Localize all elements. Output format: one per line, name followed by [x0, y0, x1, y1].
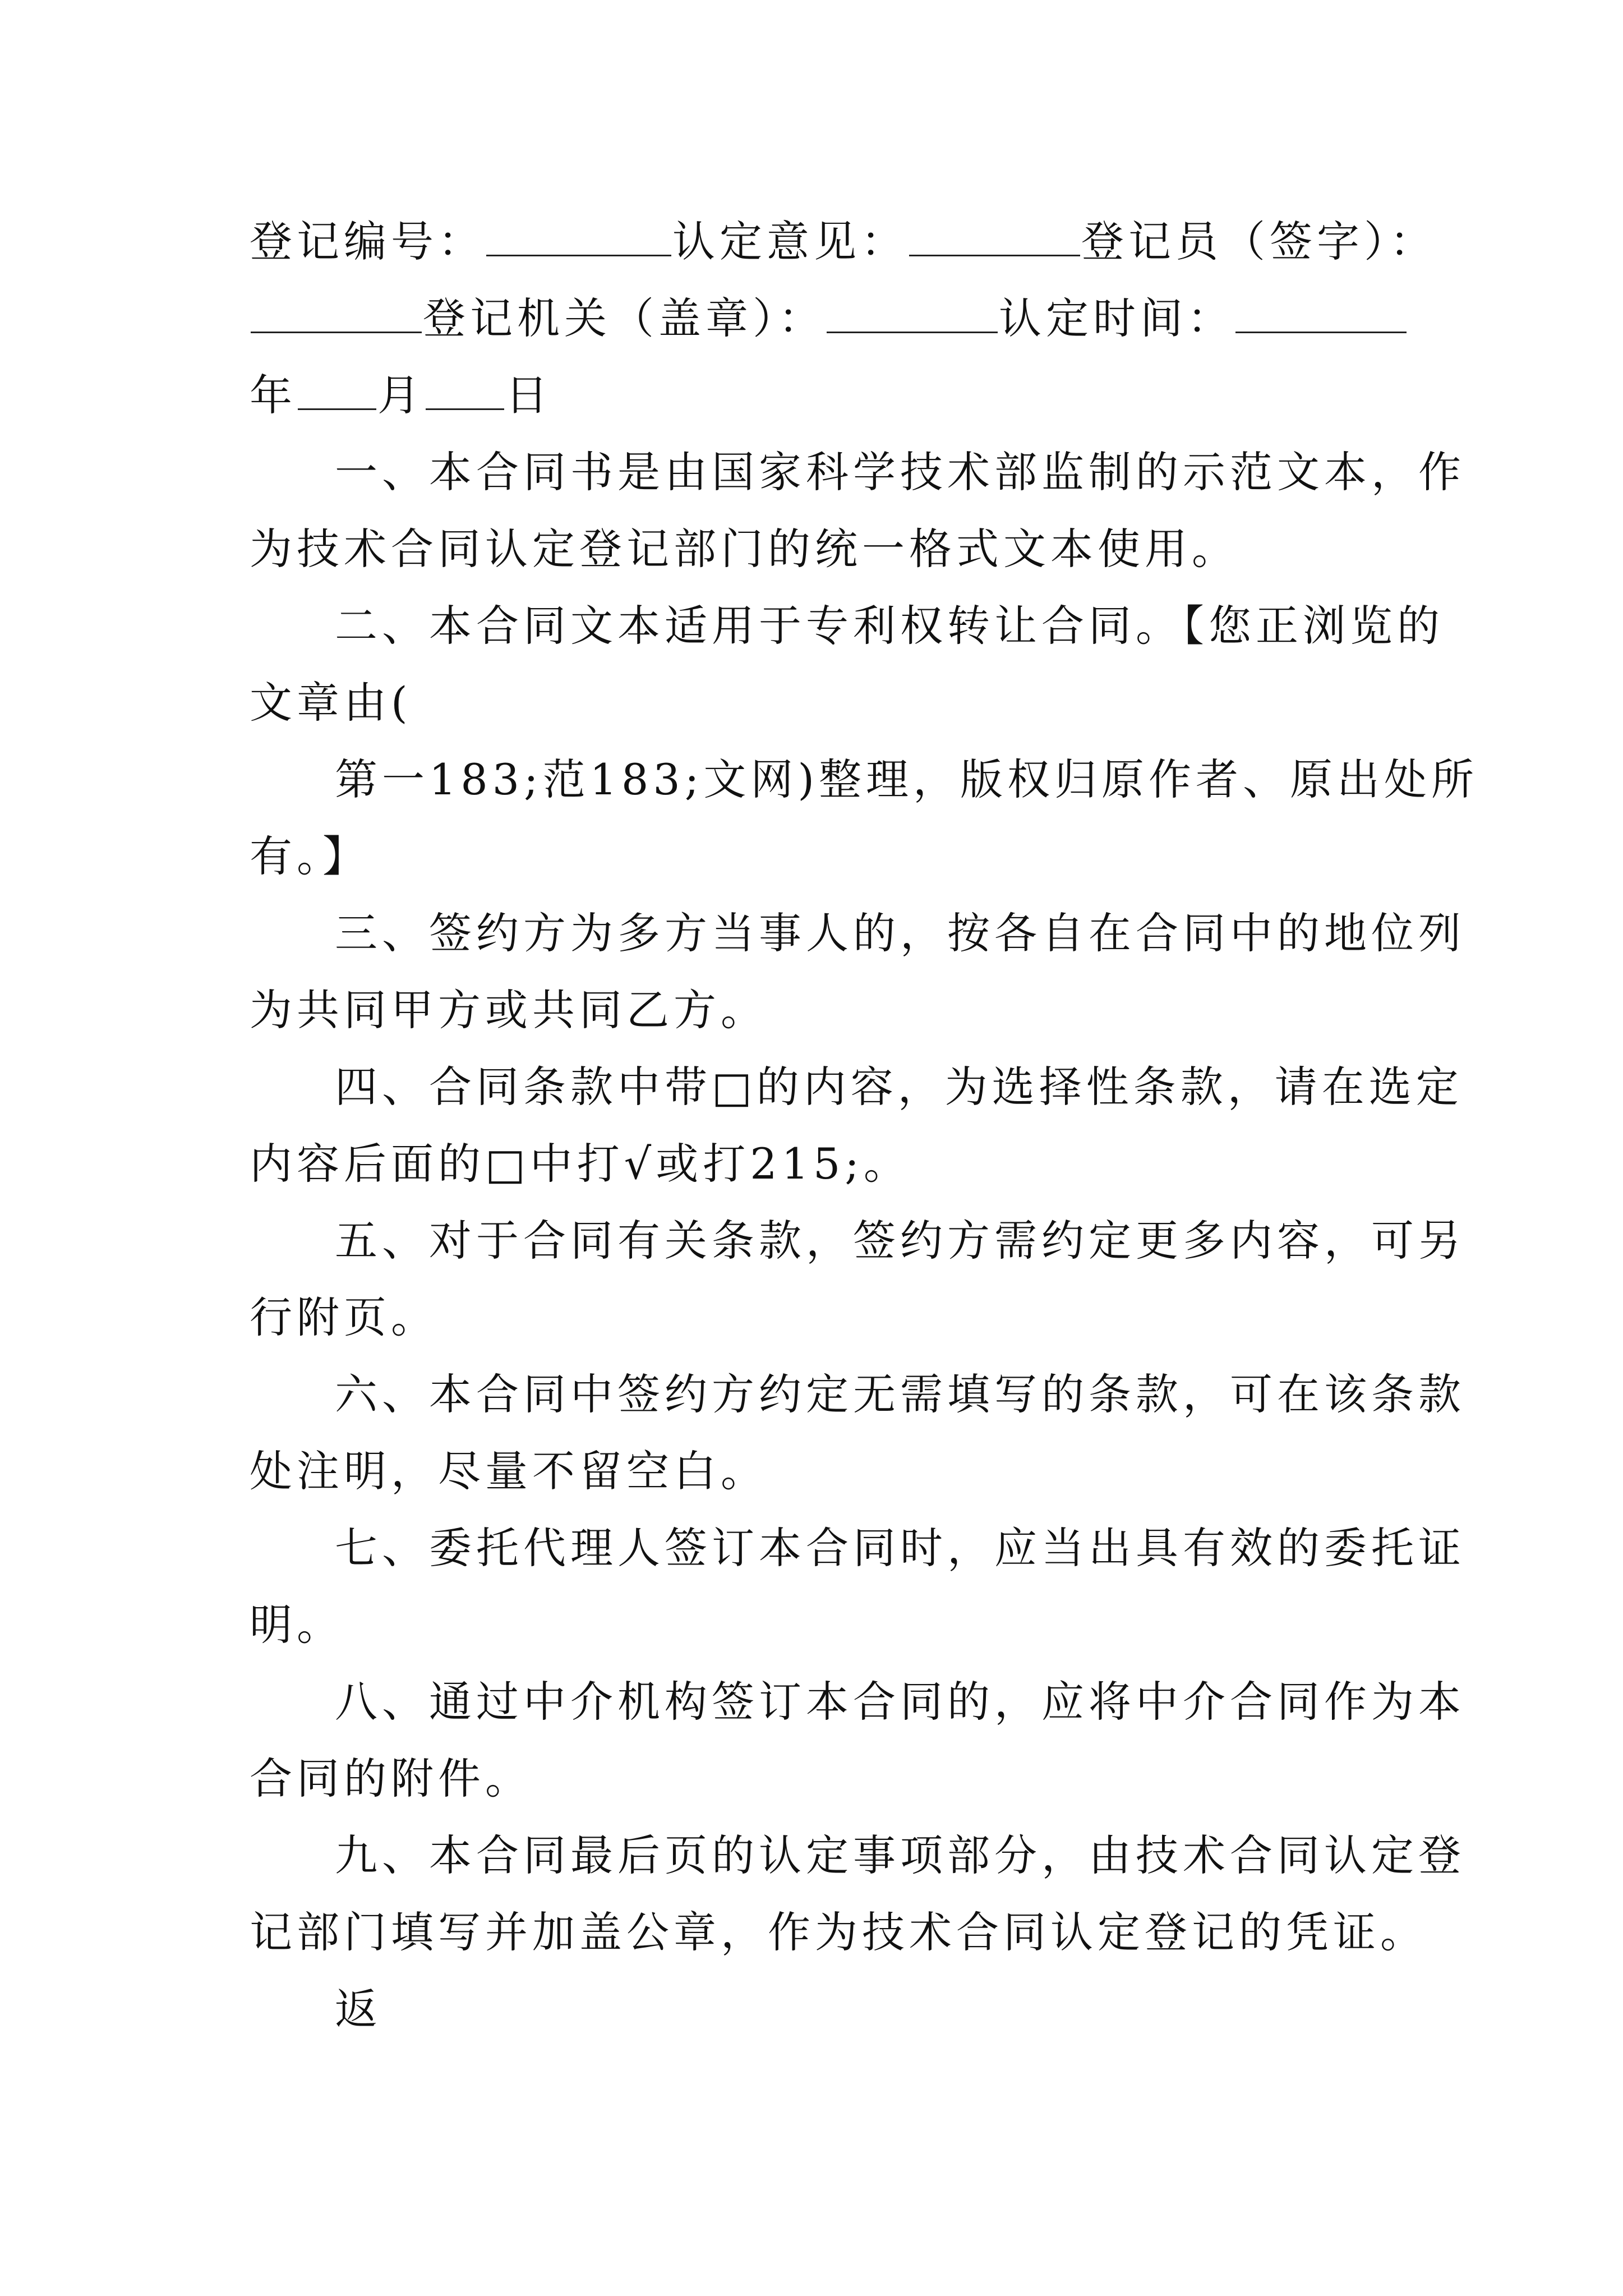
day-field[interactable] [426, 403, 504, 410]
note-10-line-2: 记部门填写并加盖公章，作为技术合同认定登记的凭证。 [250, 1907, 1427, 1957]
note-4-line-1: 三、签约方为多方当事人的，按各自在合同中的地位列 [335, 908, 1465, 958]
document-body [250, 203, 1478, 2047]
note-3-line-1: 第一183;范183;文网)整理，版权归原作者、原出处所 [335, 754, 1478, 804]
opinion-label: 认定意见： [672, 217, 908, 266]
month-label: 月 [377, 370, 425, 420]
authority-label: 登记机关（盖章）： [423, 293, 826, 343]
day-label: 日 [505, 370, 552, 420]
registrar-signature-field[interactable] [251, 326, 422, 333]
registration-line-2 [250, 280, 1382, 357]
note-7-line-1: 六、本合同中签约方约定无需填写的条款，可在该条款 [335, 1369, 1465, 1419]
registration-line-3 [250, 357, 1382, 434]
note-6-line-1: 五、对于合同有关条款，签约方需约定更多内容，可另 [335, 1216, 1465, 1266]
note-1-line-1: 一、本合同书是由国家科学技术部监制的示范文本，作 [335, 447, 1465, 497]
note-5-line-2: 内容后面的□中打√或打215;。 [250, 1139, 911, 1189]
note-8-line-2: 明。 [250, 1600, 344, 1650]
note-4-line-2: 为共同甲方或共同乙方。 [250, 985, 768, 1035]
note-6-line-2: 行附页。 [250, 1292, 438, 1342]
note-2-line-1: 二、本合同文本适用于专利权转让合同。【您正浏览的 [335, 601, 1444, 651]
note-2-line-2: 文章由( [250, 678, 412, 728]
registration-number-label: 登记编号： [250, 217, 485, 266]
registrar-label: 登记员（签字）： [1081, 217, 1437, 266]
month-field[interactable] [298, 403, 376, 410]
note-8-line-1: 七、委托代理人签订本合同时，应当出具有效的委托证 [335, 1523, 1465, 1573]
note-1-line-2: 为技术合同认定登记部门的统一格式文本使用。 [250, 524, 1239, 574]
note-5-line-1: 四、合同条款中带□的内容，为选择性条款，请在选定 [335, 1062, 1463, 1112]
authority-seal-field[interactable] [827, 326, 998, 333]
time-label: 认定时间： [999, 293, 1234, 343]
year-label: 年 [250, 370, 297, 420]
note-9-line-1: 八、通过中介机构签订本合同的，应将中介合同作为本 [335, 1677, 1465, 1727]
registration-number-field[interactable] [486, 249, 671, 256]
note-11-line-1: 返 [335, 1984, 382, 2034]
time-field[interactable] [1235, 326, 1407, 333]
opinion-field[interactable] [909, 249, 1080, 256]
note-10-line-1: 九、本合同最后页的认定事项部分，由技术合同认定登 [335, 1830, 1465, 1880]
registration-line-1 [250, 203, 1437, 280]
note-7-line-2: 处注明，尽量不留空白。 [250, 1446, 768, 1496]
note-9-line-2: 合同的附件。 [250, 1754, 532, 1803]
note-3-line-2: 有。】 [250, 831, 370, 881]
